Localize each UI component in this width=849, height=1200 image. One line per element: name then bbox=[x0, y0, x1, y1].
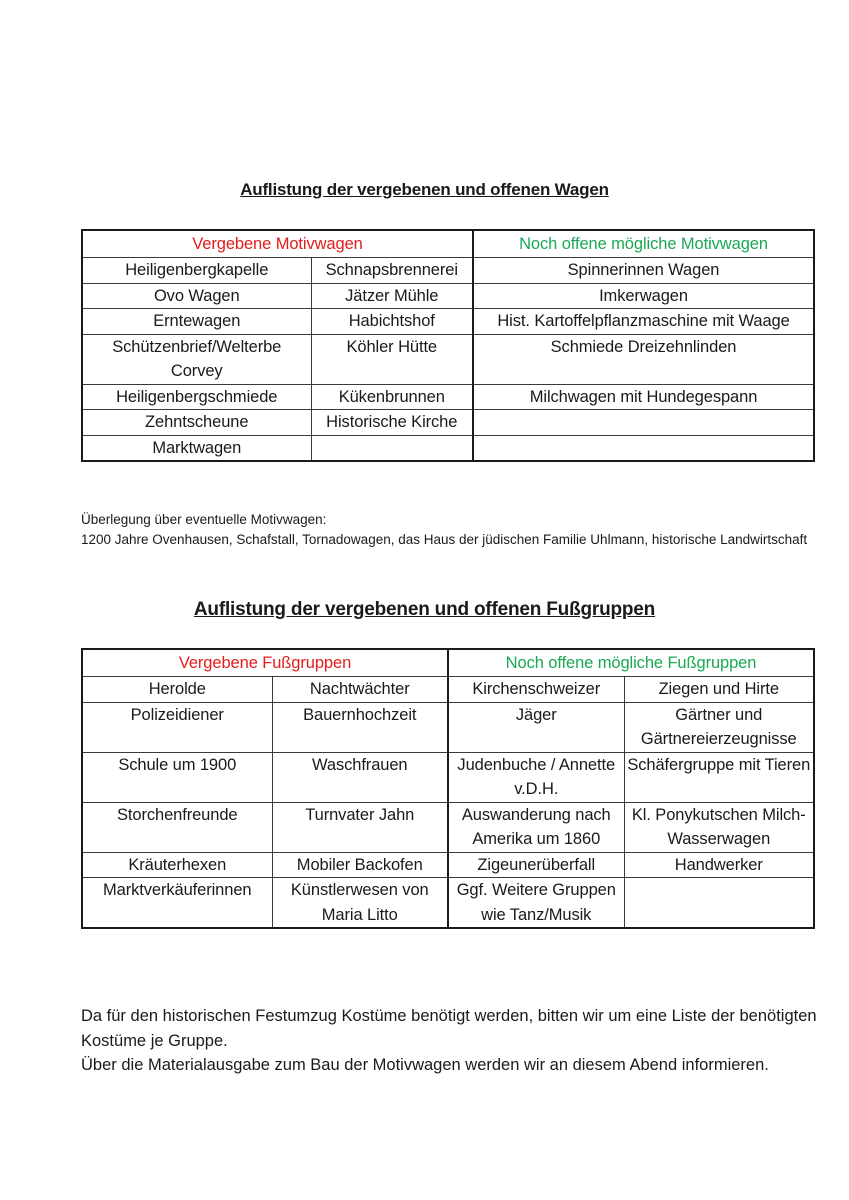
table-row bbox=[82, 852, 814, 878]
table-row bbox=[82, 258, 814, 284]
consideration-text: 1200 Jahre Ovenhausen, Schafstall, Tornadowagen, das Haus der jüdischen Familie Uhlmann, historische Landwirtschaft bbox=[81, 532, 808, 547]
table-cell: Imkerwagen bbox=[473, 283, 814, 309]
table-row bbox=[82, 334, 814, 384]
table-cell: Turnvater Jahn bbox=[272, 802, 448, 852]
table-row bbox=[82, 702, 814, 752]
table-cell: Schmiede Dreizehnlinden bbox=[473, 334, 814, 384]
table-cell: Judenbuche / Annette v.D.H. bbox=[448, 752, 624, 802]
table-cell: Heiligenbergschmiede bbox=[82, 384, 311, 410]
table-cell: Storchenfreunde bbox=[82, 802, 272, 852]
fuss-table bbox=[81, 648, 815, 929]
table-cell: Schnapsbrennerei bbox=[311, 258, 473, 284]
table-row bbox=[82, 435, 814, 461]
table-cell: Nachtwächter bbox=[272, 677, 448, 703]
header-assigned-fuss: Vergebene Fußgruppen bbox=[82, 649, 448, 677]
table-cell bbox=[473, 410, 814, 436]
table-cell: Auswanderung nach Amerika um 1860 bbox=[448, 802, 624, 852]
table-cell: Gärtner und Gärtnereierzeugnisse bbox=[624, 702, 814, 752]
table-cell: Bauernhochzeit bbox=[272, 702, 448, 752]
table-cell: Mobiler Backofen bbox=[272, 852, 448, 878]
table-row bbox=[82, 677, 814, 703]
table-cell: Kirchenschweizer bbox=[448, 677, 624, 703]
wagen-table bbox=[81, 229, 815, 462]
table-row bbox=[82, 410, 814, 436]
table-cell: Polizeidiener bbox=[82, 702, 272, 752]
consideration-note bbox=[81, 510, 821, 550]
table-cell: Kräuterhexen bbox=[82, 852, 272, 878]
table-cell: Habichtshof bbox=[311, 309, 473, 335]
footer-paragraph-materials: Über die Materialausgabe zum Bau der Motivwagen werden wir an diesem Abend informieren. bbox=[81, 1056, 769, 1074]
table-cell: Erntewagen bbox=[82, 309, 311, 335]
table-row bbox=[82, 283, 814, 309]
table-cell: Herolde bbox=[82, 677, 272, 703]
table-cell: Jäger bbox=[448, 702, 624, 752]
table-cell: Waschfrauen bbox=[272, 752, 448, 802]
table-cell: Ziegen und Hirte bbox=[624, 677, 814, 703]
table-cell: Zigeunerüberfall bbox=[448, 852, 624, 878]
table-cell: Marktverkäuferinnen bbox=[82, 878, 272, 929]
footer-text bbox=[81, 1004, 821, 1078]
header-assigned-wagen: Vergebene Motivwagen bbox=[82, 230, 473, 258]
table-cell: Heiligenbergkapelle bbox=[82, 258, 311, 284]
table-cell bbox=[311, 435, 473, 461]
table-row bbox=[82, 384, 814, 410]
header-open-fuss: Noch offene mögliche Fußgruppen bbox=[448, 649, 814, 677]
footer-paragraph-costumes: Da für den historischen Festumzug Kostüme benötigt werden, bitten wir um eine Liste der benötigten Kostüme je Gruppe. bbox=[81, 1007, 817, 1050]
table-cell bbox=[473, 435, 814, 461]
header-open-wagen: Noch offene mögliche Motivwagen bbox=[473, 230, 814, 258]
table-cell: Schule um 1900 bbox=[82, 752, 272, 802]
table-cell: Jätzer Mühle bbox=[311, 283, 473, 309]
table-row bbox=[82, 309, 814, 335]
table-cell: Historische Kirche bbox=[311, 410, 473, 436]
table-cell: Zehntscheune bbox=[82, 410, 311, 436]
fuss-header-row bbox=[82, 649, 814, 677]
table-cell: Kl. Ponykutschen Milch- Wasserwagen bbox=[624, 802, 814, 852]
consideration-label: Überlegung über eventuelle Motivwagen: bbox=[81, 512, 327, 527]
table-cell: Kükenbrunnen bbox=[311, 384, 473, 410]
table-cell: Schäfergruppe mit Tieren bbox=[624, 752, 814, 802]
table-cell: Künstlerwesen von Maria Litto bbox=[272, 878, 448, 929]
table-cell: Schützenbrief/Welterbe Corvey bbox=[82, 334, 311, 384]
table-cell: Spinnerinnen Wagen bbox=[473, 258, 814, 284]
table-cell bbox=[624, 878, 814, 929]
fuss-section-title: Auflistung der vergebenen und offenen Fußgruppen bbox=[193, 599, 656, 620]
table-cell: Milchwagen mit Hundegespann bbox=[473, 384, 814, 410]
table-cell: Ovo Wagen bbox=[82, 283, 311, 309]
table-cell: Ggf. Weitere Gruppen wie Tanz/Musik bbox=[448, 878, 624, 929]
wagen-section-title: Auflistung der vergebenen und offenen Wagen bbox=[240, 180, 609, 199]
wagen-header-row bbox=[82, 230, 814, 258]
table-row bbox=[82, 802, 814, 852]
table-row bbox=[82, 878, 814, 929]
table-row bbox=[82, 752, 814, 802]
table-cell: Köhler Hütte bbox=[311, 334, 473, 384]
table-cell: Marktwagen bbox=[82, 435, 311, 461]
table-cell: Handwerker bbox=[624, 852, 814, 878]
table-cell: Hist. Kartoffelpflanzmaschine mit Waage bbox=[473, 309, 814, 335]
